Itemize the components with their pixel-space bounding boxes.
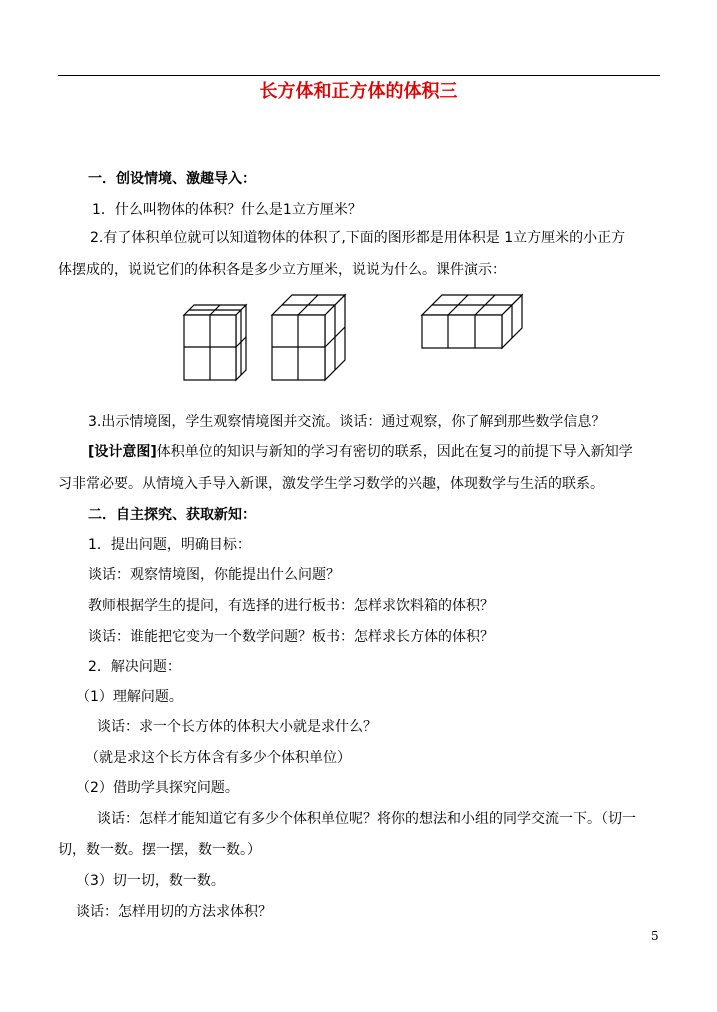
- page-title: 长方体和正方体的体积三: [259, 81, 458, 102]
- step-2-3: （3）切一切，数一数。: [76, 873, 225, 889]
- step-1-talk: 谈话：观察情境图，你能提出什么问题？: [88, 567, 340, 583]
- cube-figure-1: [184, 305, 246, 380]
- cube-figures: [0, 290, 717, 390]
- step-2-2: （2）借助学具探究问题。: [76, 780, 239, 796]
- teacher-note: 教师根据学生的提问，有选择的进行板书：怎样求饮料箱的体积？: [88, 598, 494, 614]
- cube-figure-2: [272, 295, 345, 380]
- question-2-line1: 2.有了体积单位就可以知道物体的体积了,下面的图形都是用体积是 1立方厘米的小正方: [90, 230, 626, 246]
- step-1: 1．提出问题，明确目标：: [88, 537, 251, 553]
- section2-heading: 二．自主探究、获取新知：: [88, 507, 256, 523]
- question-2-line2: 体摆成的，说说它们的体积各是多少立方厘米，说说为什么。课件演示：: [58, 262, 506, 278]
- step-2-2-talk-line1: 谈话：怎样才能知道它有多少个体积单位呢？将你的想法和小组的同学交流一下。（切一: [97, 811, 636, 827]
- step-2-2-talk-line2: 切，数一数。摆一摆，数一数。）: [58, 842, 261, 858]
- step-1-talk-2: 谈话：谁能把它变为一个数学问题？板书：怎样求长方体的体积？: [88, 629, 494, 645]
- question-3: 3.出示情境图，学生观察情境图并交流。谈话：通过观察，你了解到那些数学信息？: [88, 414, 606, 430]
- header-rule: [58, 75, 660, 76]
- design-intent-line1: [88, 443, 633, 461]
- step-2-1-answer: （就是求这个长方体含有多少个体积单位）: [85, 750, 351, 766]
- page-number: 5: [651, 929, 659, 943]
- step-2-3-talk: 谈话：怎样用切的方法求体积？: [76, 904, 272, 920]
- design-intent-label: [设计意图]: [88, 444, 157, 460]
- cube-figure-3: [422, 295, 522, 348]
- design-intent-line2: 习非常必要。从情境入手导入新课，激发学生学习数学的兴趣，体现数学与生活的联系。: [58, 476, 604, 492]
- step-2-1: （1）理解问题。: [76, 689, 183, 705]
- step-2-1-talk: 谈话：求一个长方体的体积大小就是求什么？: [97, 719, 377, 735]
- section1-heading: 一．创设情境、激趣导入：: [88, 171, 256, 187]
- design-intent-text: 体积单位的知识与新知的学习有密切的联系，因此在复习的前提下导入新知学: [156, 444, 633, 460]
- question-1: 1．什么叫物体的体积？什么是1立方厘米？: [92, 202, 362, 218]
- step-2: 2．解决问题：: [88, 659, 181, 675]
